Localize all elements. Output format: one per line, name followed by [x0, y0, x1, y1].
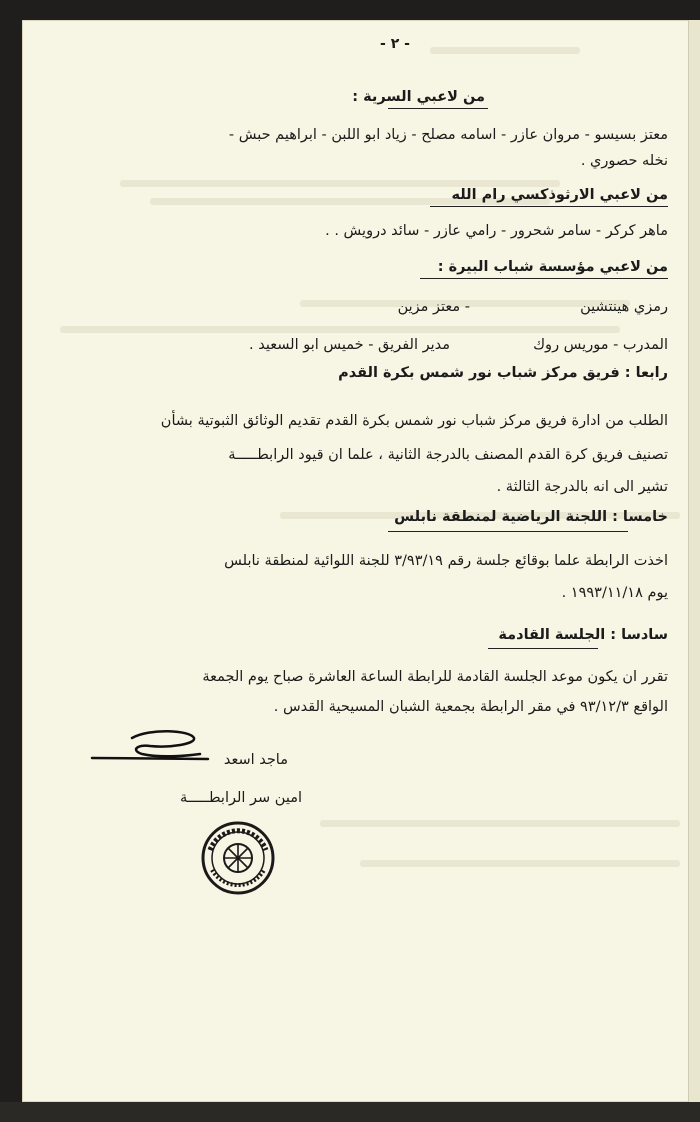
bleed-through-mark [360, 860, 680, 867]
page-bottom-edge [0, 1102, 700, 1122]
heading-underline [388, 108, 488, 109]
league-seal-stamp [200, 820, 276, 896]
syria-players-line: نخله حصوري . [580, 153, 668, 169]
fourth-item-text: تشير الى انه بالدرجة الثالثة . [496, 479, 668, 495]
bireh-coach: المدرب - موريس روك [533, 337, 668, 353]
bireh-player-name: رمزي هينتشين [580, 299, 668, 315]
orthodox-players-line: ماهر كركر - سامر شحرور - رامي عازر - سائد درويش . . [325, 223, 668, 239]
heading-underline [420, 278, 668, 279]
signatory-name: ماجد اسعد [223, 752, 288, 768]
bireh-manager: مدير الفريق - خميس ابو السعيد . [249, 337, 450, 353]
fourth-item-text: الطلب من ادارة فريق مركز شباب نور شمس بكرة القدم تقديم الوثائق الثبوتية بشأن [160, 413, 668, 429]
bireh-players-heading: من لاعبي مؤسسة شباب البيرة : [437, 259, 668, 275]
bleed-through-mark [430, 47, 580, 54]
sixth-item-heading: سادسا : الجلسة القادمة [498, 627, 668, 643]
fifth-item-text: يوم ١٩٩٣/١١/١٨ . [561, 585, 668, 601]
page-edge [688, 20, 700, 1102]
page-number: - ٢ - [380, 36, 410, 52]
fifth-item-heading: خامسا : اللجنة الرياضية لمنطقة نابلس [394, 509, 668, 525]
heading-underline [388, 531, 628, 532]
heading-underline [430, 206, 668, 207]
fourth-item-text: تصنيف فريق كرة القدم المصنف بالدرجة الثانية ، علما ان قيود الرابطـــــة [228, 447, 668, 463]
bleed-through-mark [60, 326, 620, 333]
orthodox-players-heading: من لاعبي الارثوذكسي رام الله [451, 187, 668, 203]
bireh-player-name: - معتز مزين [397, 299, 470, 315]
fourth-item-heading: رابعا : فريق مركز شباب نور شمس بكرة القدم [338, 365, 668, 381]
syria-players-line: معتز بسيسو - مروان عازر - اسامه مصلح - زياد ابو اللبن - ابراهيم حبش - [228, 127, 668, 143]
heading-underline [488, 648, 598, 649]
fifth-item-text: اخذت الرابطة علما بوقائع جلسة رقم ٣/٩٣/١٩ للجنة اللوائية لمنطقة نابلس [224, 553, 668, 569]
syria-players-heading: من لاعبي السرية : [352, 89, 485, 105]
sixth-item-text: الواقع ٩٣/١٢/٣ في مقر الرابطة بجمعية الشبان المسيحية القدس . [273, 699, 668, 715]
sixth-item-text: تقرر ان يكون موعد الجلسة القادمة للرابطة الساعة العاشرة صباح يوم الجمعة [202, 669, 668, 685]
handwritten-signature [90, 728, 210, 776]
signatory-title: امين سر الرابطـــــة [180, 790, 302, 806]
bleed-through-mark [320, 820, 680, 827]
